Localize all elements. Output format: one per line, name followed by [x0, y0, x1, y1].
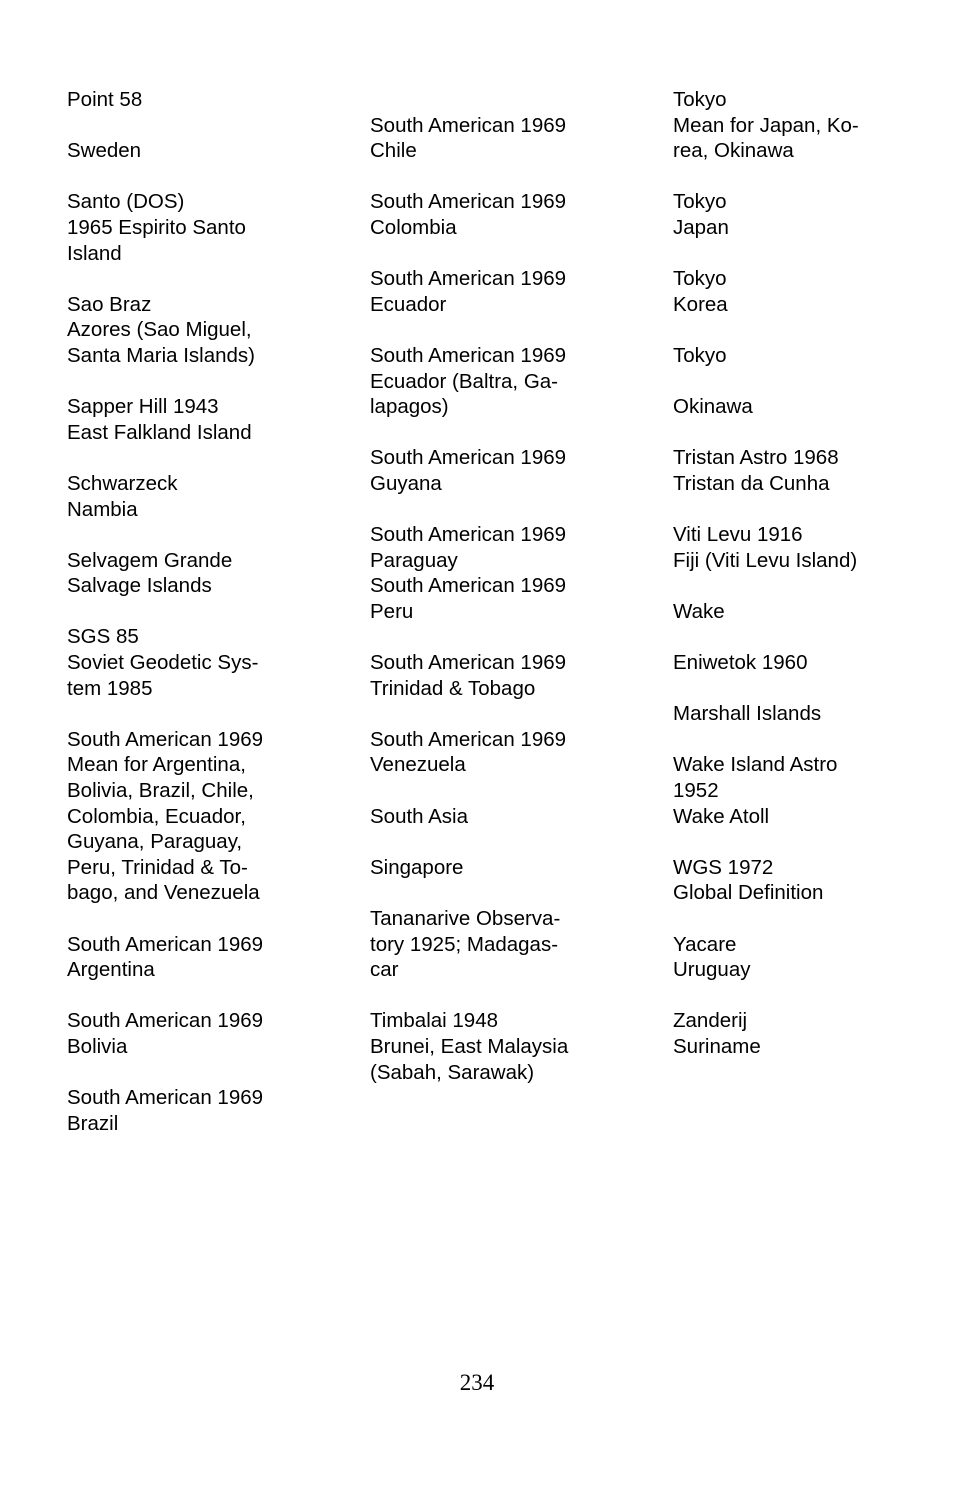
- text-line: Selvagem Grande: [67, 548, 233, 572]
- blank-line: [67, 266, 307, 292]
- column-left: [67, 87, 307, 1136]
- blank-line: [673, 573, 903, 599]
- text-line: Yacare: [673, 932, 737, 956]
- text-line: SGS 85: [67, 625, 139, 649]
- text-line: Wake Atoll: [673, 804, 770, 828]
- text-line: Viti Levu 1916: [673, 523, 803, 547]
- blank-line: [370, 420, 610, 446]
- text-line: Peru: [370, 599, 414, 623]
- blank-line: [370, 778, 610, 804]
- text-line: Point 58: [67, 88, 143, 111]
- text-line: Salvage Islands: [67, 574, 212, 598]
- text-line: tem 1985: [67, 676, 153, 700]
- page-number: 234: [459, 1370, 495, 1395]
- blank-line: [67, 113, 307, 139]
- blank-line: [673, 829, 903, 855]
- text-line: South American 1969: [370, 523, 567, 547]
- text-line: 1952: [673, 779, 719, 803]
- blank-line: [67, 369, 307, 395]
- text-line: Bolivia, Brazil, Chile,: [67, 779, 254, 803]
- text-line: Nambia: [67, 497, 138, 521]
- text-line: Mean for Argentina,: [67, 753, 246, 777]
- text-line: South Asia: [370, 804, 469, 828]
- blank-line: [67, 983, 307, 1009]
- text-line: Chile: [370, 139, 417, 163]
- blank-line: [673, 676, 903, 702]
- blank-line: [673, 983, 903, 1009]
- text-line: Guyana: [370, 471, 442, 495]
- blank-line: [673, 369, 903, 395]
- text-line: Trinidad & Tobago: [370, 676, 536, 700]
- text-line: Guyana, Paraguay,: [67, 830, 243, 854]
- text-line: East Falkland Island: [67, 420, 252, 444]
- text-line: Bolivia: [67, 1034, 128, 1058]
- text-line: Argentina: [67, 958, 155, 982]
- text-line: Tristan da Cunha: [673, 471, 830, 495]
- text-line: Uruguay: [673, 958, 751, 982]
- blank-line: [370, 624, 610, 650]
- text-line: Timbalai 1948: [370, 1009, 499, 1033]
- text-line: Paraguay: [370, 548, 458, 572]
- blank-line: [370, 829, 610, 855]
- text-line: Sao Braz: [67, 292, 152, 316]
- text-line: Eniwetok 1960: [673, 651, 808, 675]
- text-line: Island: [67, 241, 122, 265]
- text-line: South American 1969: [67, 1009, 264, 1033]
- blank-line: [67, 906, 307, 932]
- text-line: Peru, Trinidad & To-: [67, 855, 248, 879]
- text-line: Ecuador: [370, 292, 447, 316]
- blank-line: [673, 164, 903, 190]
- text-line: Tokyo: [673, 88, 727, 111]
- text-line: Wake: [673, 599, 725, 623]
- blank-line: [673, 624, 903, 650]
- text-line: Tokyo: [673, 267, 727, 291]
- text-line: Fiji (Viti Levu Island): [673, 548, 858, 572]
- text-line: Tananarive Observa-: [370, 907, 561, 930]
- blank-line: [370, 701, 610, 727]
- text-line: Sapper Hill 1943: [67, 395, 219, 419]
- text-line: (Sabah, Sarawak): [370, 1060, 535, 1084]
- text-line: South American 1969: [370, 651, 567, 675]
- text-line: bago, and Venezuela: [67, 881, 260, 905]
- blank-line: [673, 420, 903, 446]
- blank-line: [67, 522, 307, 548]
- text-line: tory 1925; Madagas-: [370, 932, 559, 956]
- blank-line: [370, 317, 610, 343]
- text-line: South American 1969: [67, 932, 264, 956]
- blank-line: [370, 497, 610, 523]
- text-line: car: [370, 958, 399, 982]
- column-right: [673, 87, 903, 1060]
- text-line: South American 1969: [370, 446, 567, 470]
- blank-line: [67, 599, 307, 625]
- blank-line: [67, 164, 307, 190]
- blank-line: [370, 983, 610, 1009]
- blank-line: [673, 727, 903, 753]
- blank-line: [673, 497, 903, 523]
- text-line: Okinawa: [673, 395, 753, 419]
- text-line: Marshall Islands: [673, 702, 822, 726]
- text-line: Venezuela: [370, 753, 466, 777]
- blank-line: [370, 164, 610, 190]
- blank-line: [673, 906, 903, 932]
- blank-line: [673, 241, 903, 267]
- text-line: South American 1969: [370, 343, 567, 367]
- text-line: Schwarzeck: [67, 471, 178, 495]
- text-line: 1965 Espirito Santo: [67, 215, 246, 239]
- blank-line: [673, 317, 903, 343]
- text-line: Tokyo: [673, 190, 727, 214]
- blank-line: [67, 701, 307, 727]
- text-line: South American 1969: [370, 113, 567, 137]
- text-line: Mean for Japan, Ko-: [673, 113, 859, 137]
- text-line: Santo (DOS): [67, 190, 185, 214]
- blank-line: [370, 241, 610, 267]
- text-line: lapagos): [370, 395, 449, 419]
- text-line: Soviet Geodetic Sys-: [67, 651, 259, 675]
- text-line: South American 1969: [370, 267, 567, 291]
- text-line: Tokyo: [673, 343, 727, 367]
- text-line: Suriname: [673, 1034, 761, 1058]
- text-line: South American 1969: [370, 727, 567, 751]
- text-line: Ecuador (Baltra, Ga-: [370, 369, 558, 393]
- text-line: Wake Island Astro: [673, 753, 838, 777]
- text-line: Brazil: [67, 1111, 119, 1135]
- text-line: Sweden: [67, 139, 142, 163]
- text-line: Global Definition: [673, 881, 824, 905]
- text-line: South American 1969: [370, 574, 567, 598]
- text-line: Santa Maria Islands): [67, 343, 256, 367]
- text-line: WGS 1972: [673, 855, 774, 879]
- text-line: Zanderij: [673, 1009, 748, 1033]
- blank-line: [370, 880, 610, 906]
- text-line: Singapore: [370, 855, 464, 879]
- text-line: South American 1969: [67, 1086, 264, 1110]
- text-line: Korea: [673, 292, 728, 316]
- column-middle: [370, 87, 610, 1085]
- text-line: South American 1969: [67, 727, 264, 751]
- blank-line: [67, 1060, 307, 1086]
- text-line: Japan: [673, 215, 729, 239]
- text-line: Colombia, Ecuador,: [67, 804, 246, 828]
- text-line: South American 1969: [370, 190, 567, 214]
- text-line: Tristan Astro 1968: [673, 446, 839, 470]
- text-line: rea, Okinawa: [673, 139, 794, 163]
- blank-line: [370, 87, 610, 113]
- text-line: Azores (Sao Miguel,: [67, 318, 252, 342]
- text-line: Colombia: [370, 215, 457, 239]
- blank-line: [67, 445, 307, 471]
- text-line: Brunei, East Malaysia: [370, 1034, 569, 1058]
